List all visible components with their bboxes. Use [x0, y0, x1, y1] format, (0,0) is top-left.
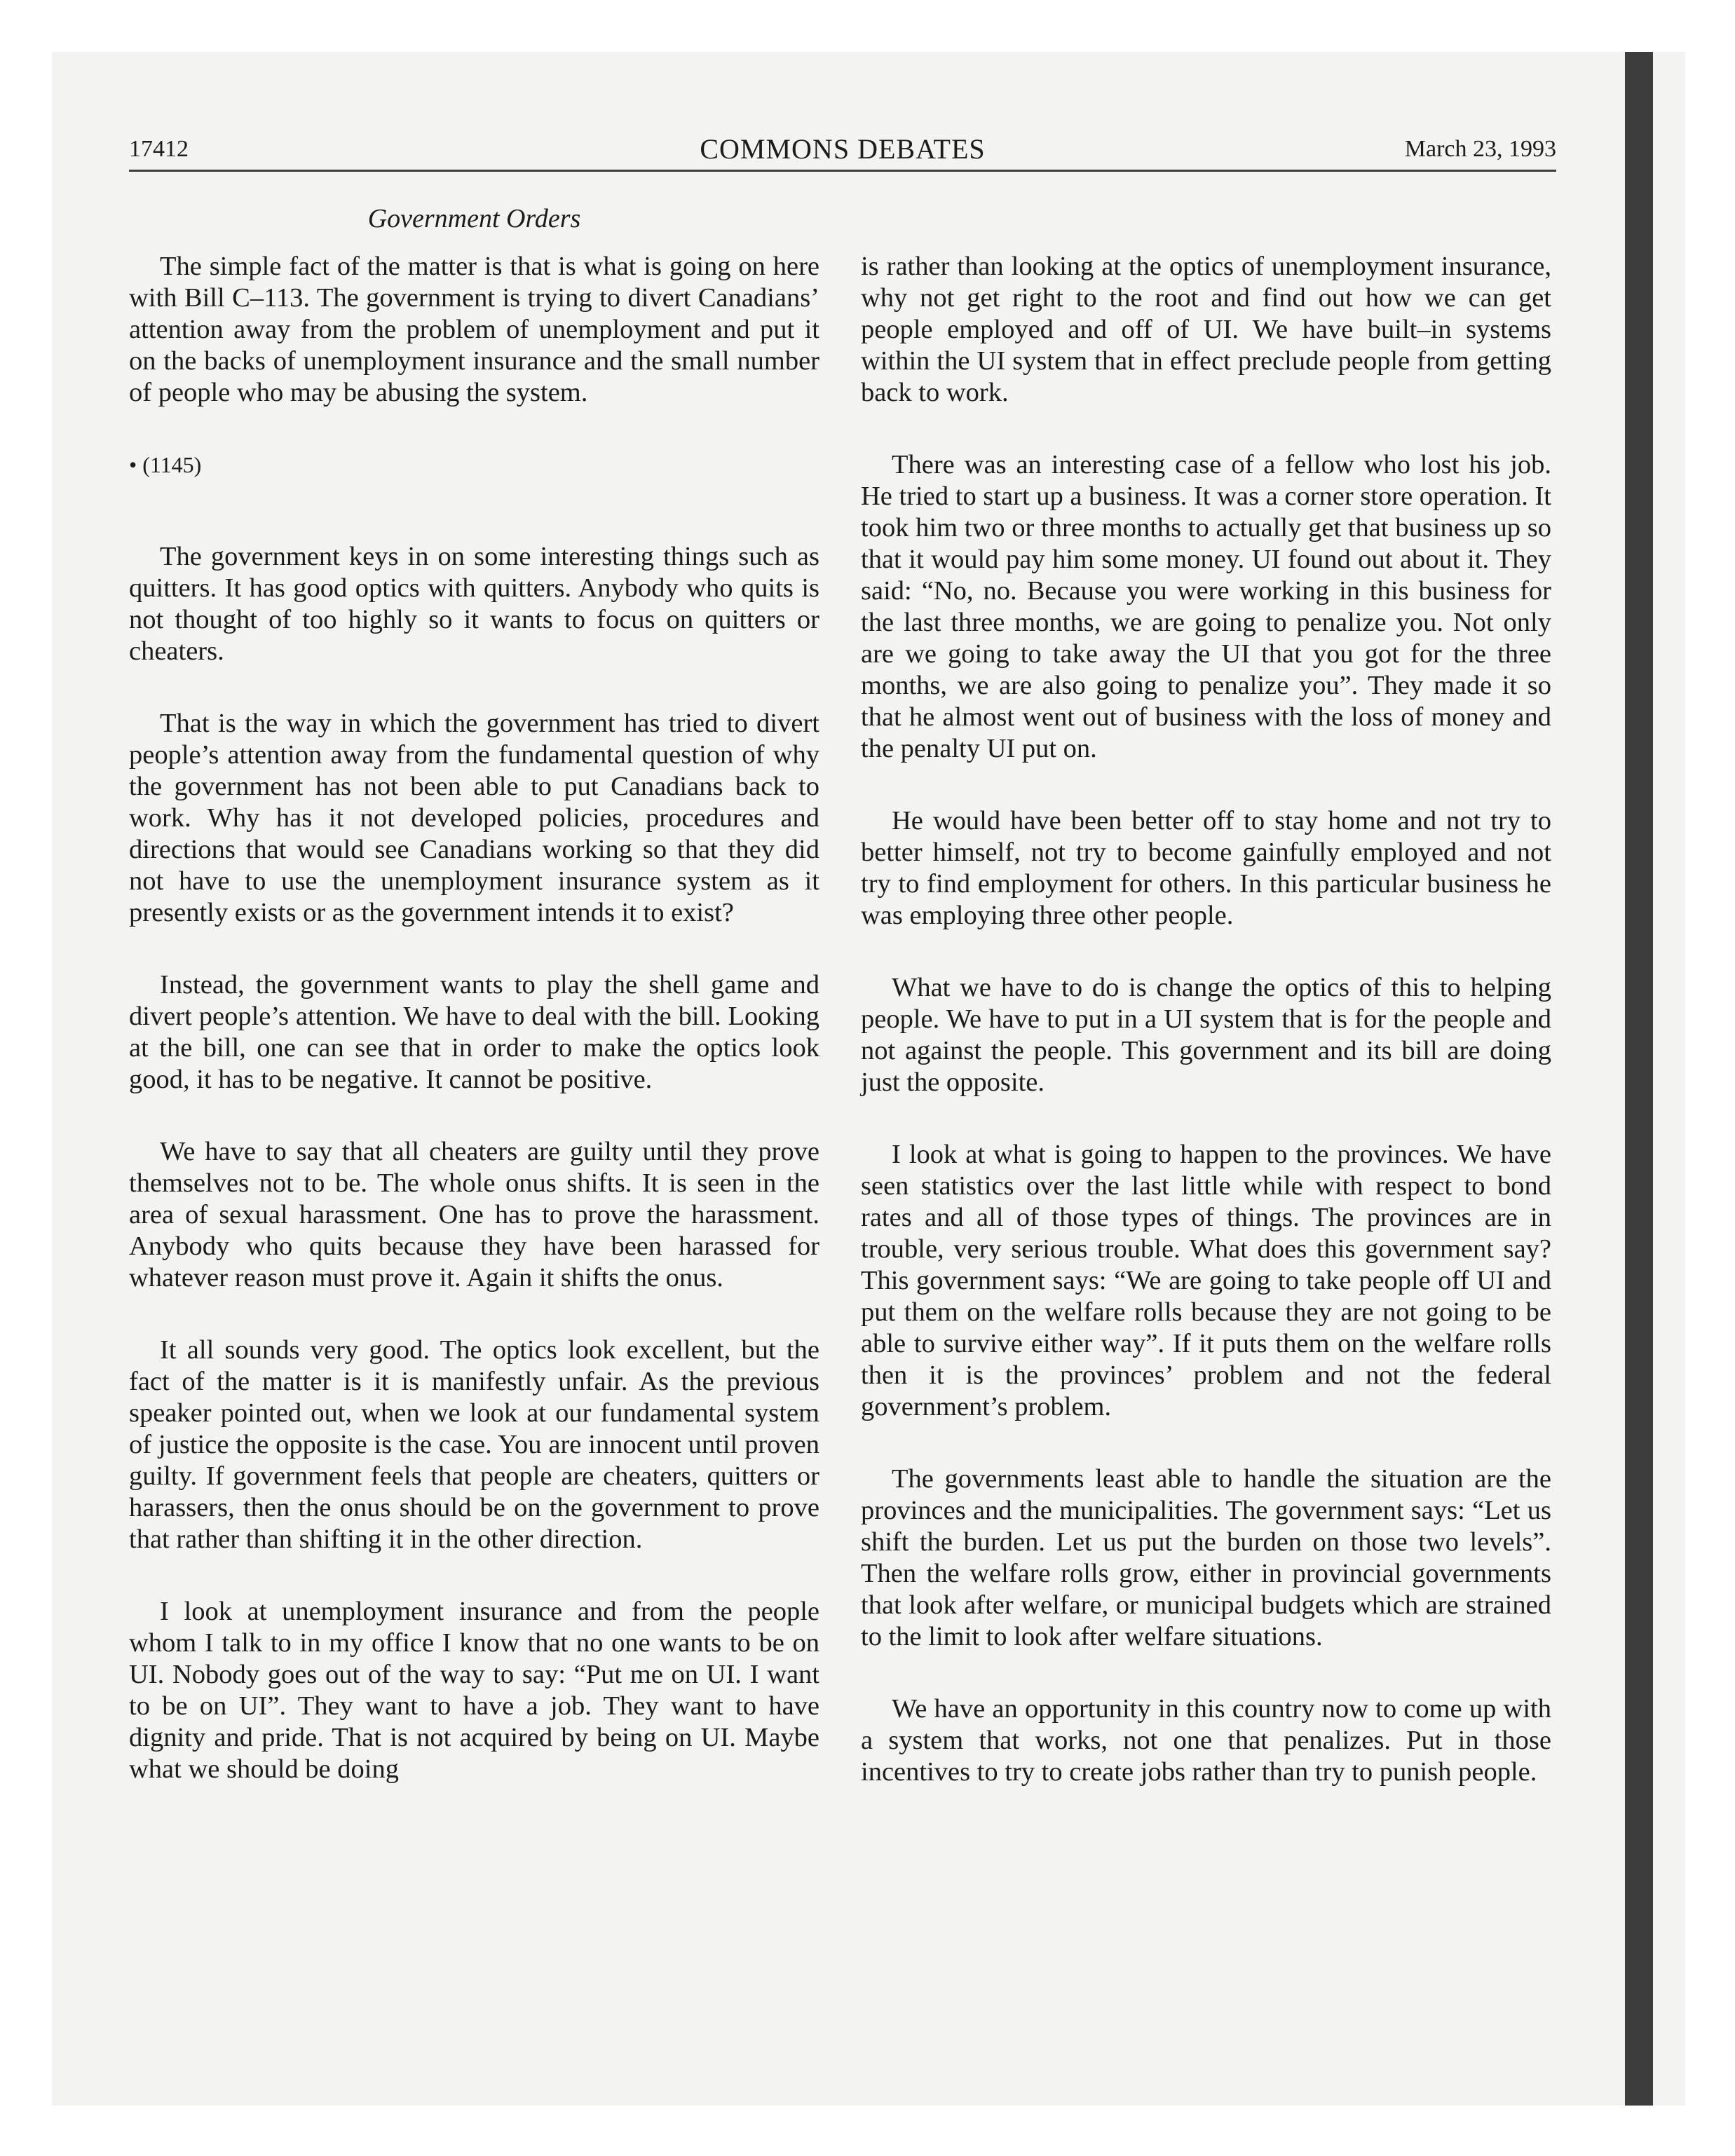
journal-title: COMMONS DEBATES	[700, 133, 986, 165]
paragraph: He would have been better off to stay home and not try to better himself, not try to become gainfully employed and not try to find employment for others. In this particular business he was employing three other people.	[861, 806, 1551, 930]
paragraph: I look at unemployment insurance and from the people whom I talk to in my office I know that no one wants to be on UI. Nobody goes out of the way to say: “Put me on UI. I want to be on UI”. They want to have a job. They want to have dignity and pride. That is not acquired by being on UI. Maybe what we should be doing	[129, 1597, 819, 1784]
right-column	[861, 251, 1551, 1829]
paragraph: We have an opportunity in this country now to come up with a system that works, not one that penalizes. Put in those incentives to try to create jobs rather than try to punish people.	[861, 1694, 1551, 1787]
paragraph: What we have to do is change the optics of this to helping people. We have to put in a UI system that is for the people and not against the people. This government and its bill are doing just the opposite.	[861, 973, 1551, 1097]
page-number: 17412	[129, 136, 189, 162]
section-title: Government Orders	[367, 204, 581, 233]
left-column	[129, 251, 819, 1826]
time-marker: • (1145)	[129, 452, 202, 477]
paragraph: There was an interesting case of a fellow who lost his job. He tried to start up a business. It was a corner store operation. It took him two or three months to actually get that business up so that it would pay him some money. UI found out about it. They said: “No, no. Because you were working in this business for the last three months, we are going to penalize you. Not only are we going to take away the UI that you got for the three months, we are also going to penalize you”. They made it so that he almost went out of business with the loss of money and the penalty UI put on.	[861, 450, 1551, 763]
paragraph: The simple fact of the matter is that is what is going on here with Bill C–113. The government is trying to divert Canadians’ attention away from the problem of unemployment and put it on the backs of unemployment insurance and the small number of people who may be abusing the system.	[129, 252, 819, 407]
paragraph: It all sounds very good. The optics look excellent, but the fact of the matter is it is manifestly unfair. As the previous speaker pointed out, when we look at our fundamental system of justice the opposite is the case. You are innocent until proven guilty. If government feels that people are cheaters, quitters or harassers, then the onus should be on the government to prove that rather than shifting it in the other direction.	[129, 1335, 819, 1554]
paragraph: Instead, the government wants to play the shell game and divert people’s attention. We have to deal with the bill. Looking at the bill, one can see that in order to make the optics look good, it has to be negative. It cannot be positive.	[129, 970, 819, 1094]
paragraph: The governments least able to handle the situation are the provinces and the municipalities. The government says: “Let us shift the burden. Let us put the burden on those two levels”. Then the welfare rolls grow, either in provincial governments that look after welfare, or municipal budgets which are strained to the limit to look after welfare situations.	[861, 1464, 1551, 1651]
publication-date: March 23, 1993	[1404, 136, 1556, 162]
paragraph: The government keys in on some interesting things such as quitters. It has good optics with quitters. Anybody who quits is not thought of too highly so it wants to focus on quitters or cheaters.	[129, 542, 819, 666]
page-header	[129, 133, 1556, 172]
paragraph-continued: is rather than looking at the optics of unemployment insurance, why not get right to the root and find out how we can get people employed and off of UI. We have built–in systems within the UI system that in effect preclude people from getting back to work.	[861, 252, 1551, 407]
paragraph: We have to say that all cheaters are guilty until they prove themselves not to be. The whole onus shifts. It is seen in the area of sexual harassment. One has to prove the harassment. Anybody who quits because they have been harassed for whatever reason must prove it. Again it shifts the onus.	[129, 1137, 819, 1292]
paragraph: I look at what is going to happen to the provinces. We have seen statistics over the last little while with respect to bond rates and all of those types of things. The provinces are in trouble, very serious trouble. What does this government say? This government says: “We are going to take people off UI and put them on the welfare rolls because they are not going to be able to survive either way”. If it puts them on the welfare rolls then it is the provinces’ problem and not the federal government’s problem.	[861, 1140, 1551, 1421]
scan-edge-shadow	[1625, 52, 1653, 2106]
paragraph: That is the way in which the government has tried to divert people’s attention away from the fundamental question of why the government has not been able to put Canadians back to work. Why has it not developed policies, procedures and directions that would see Canadians working so that they did not have to use the unemployment insurance system as it presently exists or as the government intends it to exist?	[129, 709, 819, 927]
